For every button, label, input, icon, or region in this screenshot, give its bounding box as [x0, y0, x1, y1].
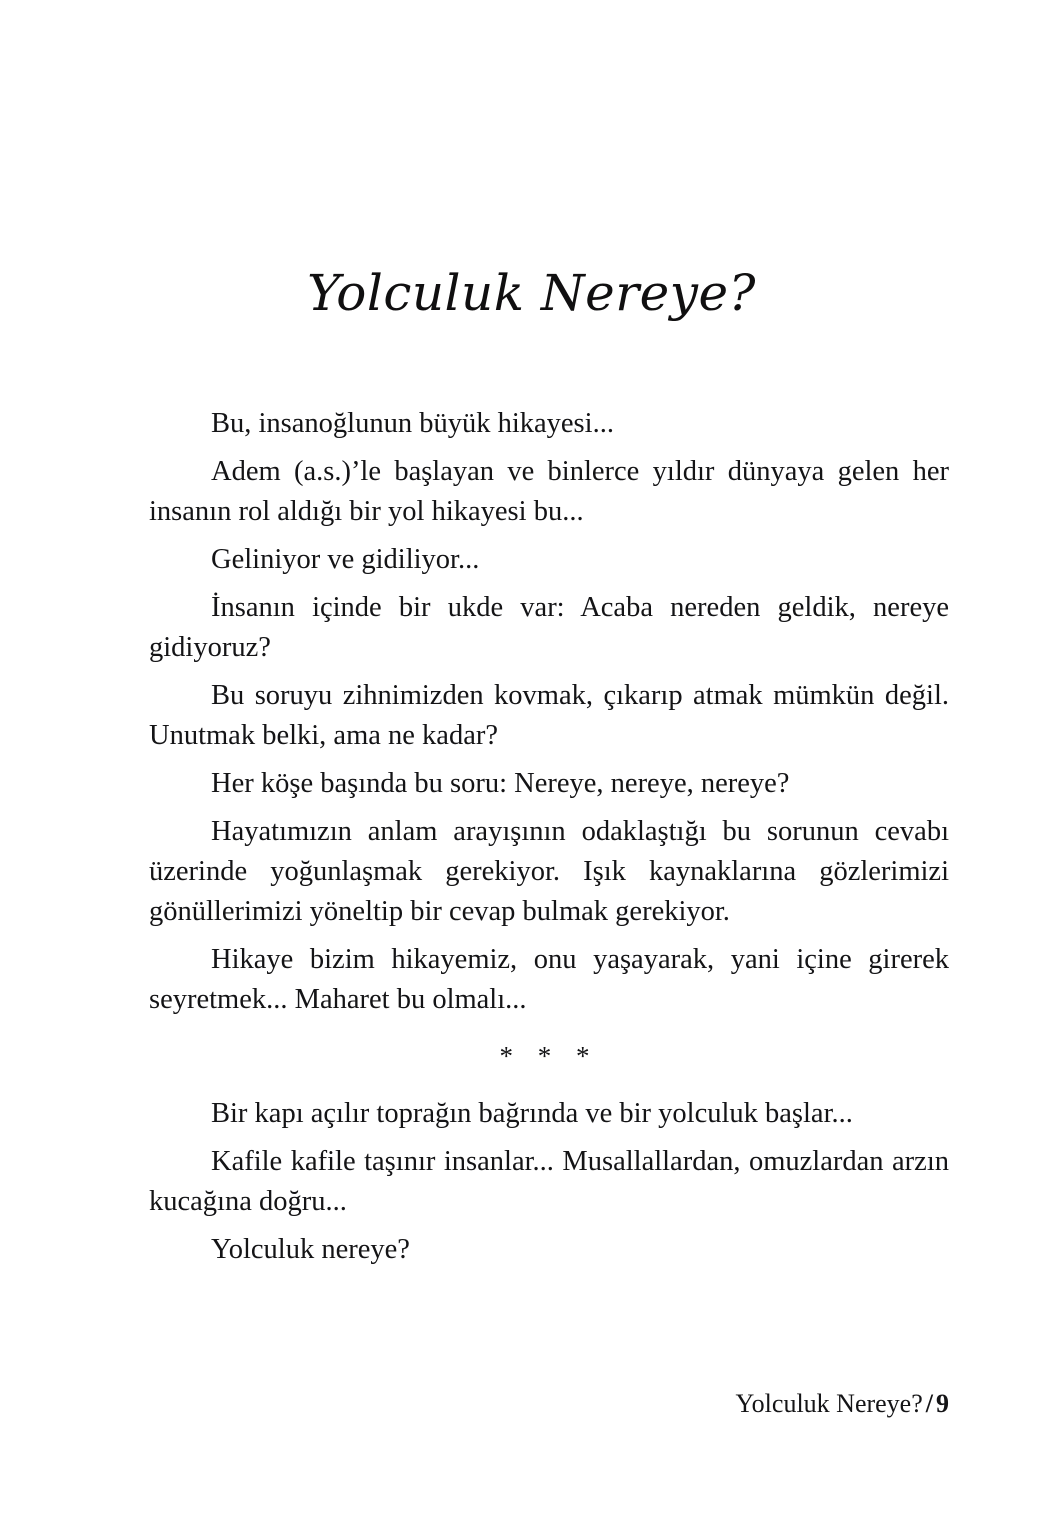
- paragraph: Bir kapı açılır toprağın bağrında ve bir yolculuk başlar...: [211, 1098, 853, 1129]
- body-text-block: [149, 404, 949, 1270]
- paragraph: Yolculuk nereye?: [211, 1234, 410, 1265]
- paragraph: Bu soruyu zihnimizden kovmak, çıkarıp atmak mümkün değil. Unutmak belki, ama ne kadar?: [149, 680, 949, 751]
- page-title: Yolculuk Nereye?: [307, 263, 756, 322]
- page-footer: [149, 1388, 949, 1420]
- paragraph: Geliniyor ve gidiliyor...: [211, 544, 480, 575]
- paragraph: Hayatımızın anlam arayışının odaklaştığı bu sorunun cevabı üzerinde yoğunlaşmak gerekiyor. Işık kaynaklarına gözlerimizi gönüllerimizi yöneltip bir cevap bulmak gerekiyor.: [149, 816, 949, 927]
- page-number: 9: [936, 1389, 949, 1418]
- paragraph: Adem (a.s.)’le başlayan ve binlerce yıldır dünyaya gelen her insanın rol aldığı bir yol hikayesi bu...: [149, 456, 949, 527]
- paragraph: Bu, insanoğlunun büyük hikayesi...: [211, 408, 614, 439]
- paragraph: Kafile kafile taşınır insanlar... Musallallardan, omuzlardan arzın kucağına doğru...: [149, 1146, 949, 1217]
- paragraph: İnsanın içinde bir ukde var: Acaba nereden geldik, nereye gidiyoruz?: [149, 592, 949, 663]
- footer-running-title: Yolculuk Nereye?: [735, 1389, 923, 1418]
- paragraph: Her köşe başında bu soru: Nereye, nereye, nereye?: [211, 768, 790, 799]
- footer-separator: /: [925, 1389, 933, 1418]
- section-divider: * * *: [499, 1041, 599, 1071]
- paragraph: Hikaye bizim hikayemiz, onu yaşayarak, yani içine girerek seyretmek... Maharet bu olmalı...: [149, 944, 949, 1015]
